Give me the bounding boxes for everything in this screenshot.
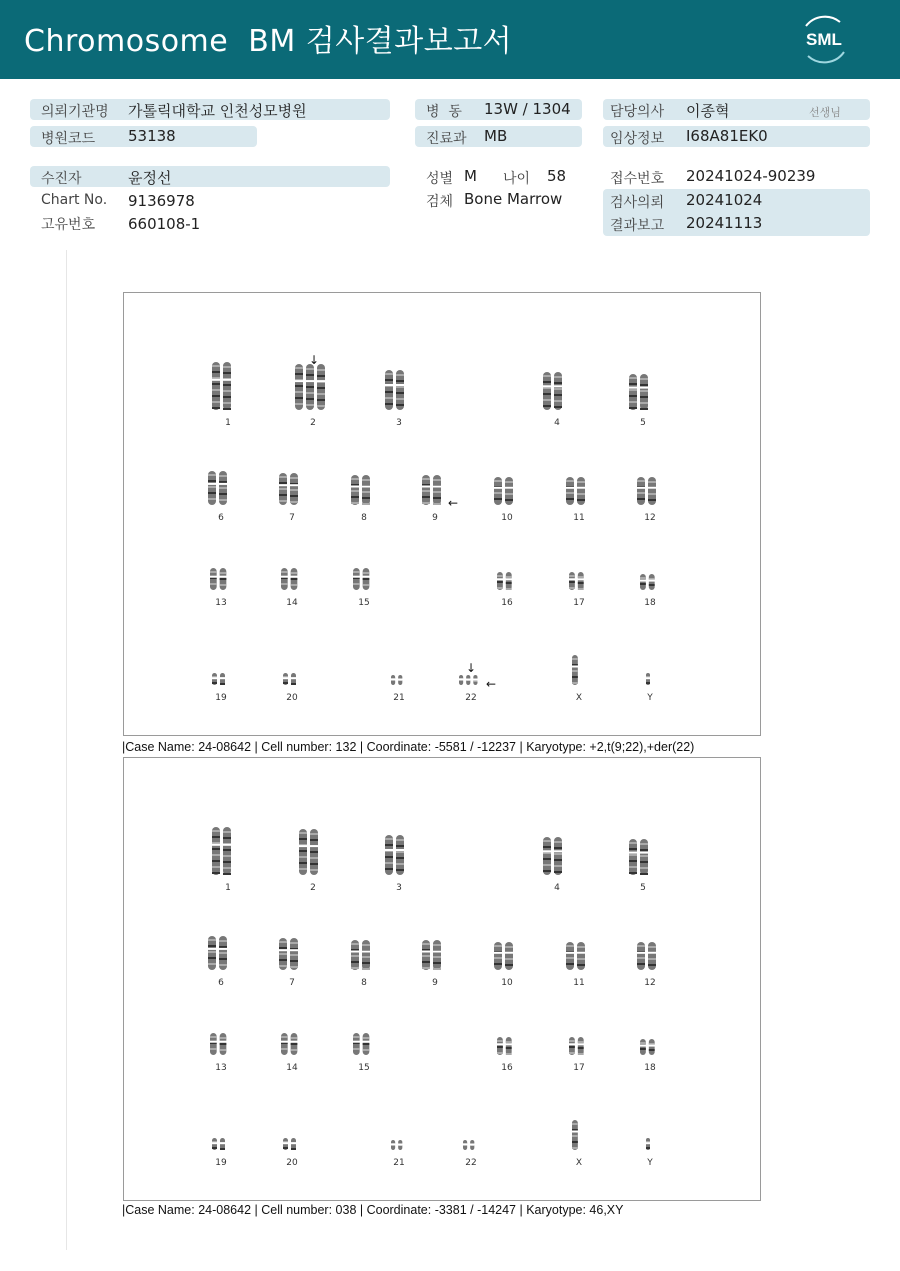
chromosome-label-8: 8 bbox=[361, 978, 367, 988]
chromosome-pair bbox=[491, 942, 524, 970]
karyotype-caption-1: |Case Name: 24-08642 | Cell number: 132 | Coordinate: -5581 / -12237 | Karyotype: +2,t(9;22),+der(22) bbox=[122, 740, 695, 754]
chromosome-pair bbox=[643, 1138, 657, 1150]
chromosome-label-20: 20 bbox=[286, 693, 298, 703]
chromosome-label-22: 22 bbox=[465, 1158, 477, 1168]
chromosome-pair bbox=[207, 1033, 236, 1055]
patient-row bbox=[30, 166, 390, 187]
chromosome-pair bbox=[278, 568, 307, 590]
chromosome-pair bbox=[540, 372, 575, 410]
chromosome-pair bbox=[207, 568, 236, 590]
chromosome-label-5: 5 bbox=[640, 418, 646, 428]
chromosome-pair bbox=[569, 655, 589, 685]
chromosome-label-19: 19 bbox=[215, 693, 227, 703]
chromosome-pair bbox=[637, 574, 664, 590]
chromosome-pair bbox=[494, 572, 521, 590]
chromosome-label-18: 18 bbox=[644, 1063, 656, 1073]
request-label: 검사의뢰 bbox=[610, 195, 665, 211]
chromosome-label-21: 21 bbox=[393, 1158, 405, 1168]
chromosome-label-15: 15 bbox=[358, 1063, 370, 1073]
chromosome-pair bbox=[643, 673, 657, 685]
chromosome-label-2: 2 bbox=[310, 418, 316, 428]
karyotype-panel-1 bbox=[123, 292, 761, 736]
left-arrow-icon: ← bbox=[486, 677, 497, 691]
report-value: 20241113 bbox=[686, 214, 763, 232]
chromosome-label-16: 16 bbox=[501, 598, 513, 608]
chromosome-label-Y: Y bbox=[647, 693, 653, 703]
chromosome-label-X: X bbox=[575, 693, 583, 703]
margin-line bbox=[66, 250, 67, 1250]
dept-label: 진료과 bbox=[426, 131, 467, 147]
chromosome-pair bbox=[563, 477, 596, 505]
chromosome-pair bbox=[563, 942, 596, 970]
receipt-value: 20241024-90239 bbox=[686, 167, 816, 185]
chromosome-label-21: 21 bbox=[393, 693, 405, 703]
patient-label: 수진자 bbox=[41, 171, 82, 187]
chromosome-label-19: 19 bbox=[215, 1158, 227, 1168]
chromosome-label-3: 3 bbox=[396, 418, 402, 428]
age-value: 58 bbox=[547, 167, 567, 185]
left-arrow-icon: ← bbox=[448, 496, 459, 510]
receipt-label: 접수번호 bbox=[610, 171, 665, 187]
chromosome-pair bbox=[626, 839, 661, 875]
chromosome-label-X: X bbox=[575, 1158, 583, 1168]
chromosome-label-22: 22 bbox=[465, 693, 477, 703]
age-label: 나이 bbox=[503, 171, 531, 187]
chromosome-label-7: 7 bbox=[289, 513, 295, 523]
chromosome-pair bbox=[209, 673, 234, 685]
clinical-label: 임상정보 bbox=[610, 131, 665, 147]
sex-value: M bbox=[464, 167, 477, 185]
chromosome-label-10: 10 bbox=[501, 513, 513, 523]
chromosome-pair bbox=[348, 940, 381, 970]
chromosome-pair bbox=[634, 942, 667, 970]
report-label: 결과보고 bbox=[610, 218, 665, 234]
chart-label: Chart No. bbox=[41, 192, 108, 208]
chart-value: 9136978 bbox=[128, 192, 195, 210]
chromosome-label-3: 3 bbox=[396, 883, 402, 893]
chromosome-pair bbox=[292, 364, 334, 410]
chromosome-pair bbox=[280, 673, 305, 685]
chromosome-label-14: 14 bbox=[286, 1063, 298, 1073]
ward-value: 13W / 1304 bbox=[484, 100, 571, 118]
chromosome-pair bbox=[456, 675, 486, 685]
clinical-value: I68A81EK0 bbox=[686, 127, 768, 145]
chromosome-pair bbox=[388, 675, 411, 685]
chromosome-label-11: 11 bbox=[573, 978, 585, 988]
chromosome-label-7: 7 bbox=[289, 978, 295, 988]
doctor-suffix: 선생님 bbox=[809, 106, 841, 119]
hospital-code-label: 병원코드 bbox=[41, 131, 96, 147]
chromosome-label-11: 11 bbox=[573, 513, 585, 523]
chromosome-label-6: 6 bbox=[218, 978, 224, 988]
chromosome-pair bbox=[205, 936, 238, 970]
chromosome-pair bbox=[569, 1120, 589, 1150]
chromosome-pair bbox=[637, 1039, 664, 1055]
chromosome-label-1: 1 bbox=[225, 883, 231, 893]
chromosome-pair bbox=[280, 1138, 305, 1150]
specimen-value: Bone Marrow bbox=[464, 190, 563, 208]
request-value: 20241024 bbox=[686, 191, 763, 209]
chromosome-label-13: 13 bbox=[215, 598, 227, 608]
chromosome-label-5: 5 bbox=[640, 883, 646, 893]
chromosome-pair bbox=[634, 477, 667, 505]
unique-value: 660108-1 bbox=[128, 215, 201, 233]
chromosome-pair bbox=[419, 940, 452, 970]
dept-value: MB bbox=[484, 127, 508, 145]
chromosome-pair bbox=[276, 938, 309, 970]
unique-label: 고유번호 bbox=[41, 217, 96, 233]
chromosome-label-9: 9 bbox=[432, 978, 438, 988]
down-arrow-icon: ↓ bbox=[309, 353, 320, 367]
chromosome-pair bbox=[566, 572, 593, 590]
chromosome-label-6: 6 bbox=[218, 513, 224, 523]
chromosome-pair bbox=[350, 1033, 379, 1055]
report-header bbox=[0, 0, 900, 79]
chromosome-pair bbox=[348, 475, 381, 505]
hospital-code-value: 53138 bbox=[128, 127, 176, 145]
chromosome-label-18: 18 bbox=[644, 598, 656, 608]
chromosome-pair bbox=[350, 568, 379, 590]
report-title: Chromosome BM 검사결과보고서 bbox=[24, 24, 513, 59]
chromosome-label-13: 13 bbox=[215, 1063, 227, 1073]
karyotype-caption-2: |Case Name: 24-08642 | Cell number: 038 | Coordinate: -3381 / -14247 | Karyotype: 46,XY bbox=[122, 1203, 624, 1217]
chromosome-label-16: 16 bbox=[501, 1063, 513, 1073]
chromosome-pair bbox=[460, 1140, 483, 1150]
doctor-label: 담당의사 bbox=[610, 104, 665, 120]
sml-logo bbox=[796, 12, 852, 66]
chromosome-pair bbox=[491, 477, 524, 505]
chromosome-pair bbox=[494, 1037, 521, 1055]
doctor-value: 이종혁 bbox=[686, 102, 730, 120]
chromosome-label-17: 17 bbox=[573, 598, 585, 608]
chromosome-label-4: 4 bbox=[554, 883, 560, 893]
chromosome-pair bbox=[626, 374, 661, 410]
chromosome-label-4: 4 bbox=[554, 418, 560, 428]
chromosome-pair bbox=[278, 1033, 307, 1055]
chromosome-pair bbox=[382, 370, 417, 410]
chromosome-label-15: 15 bbox=[358, 598, 370, 608]
chromosome-label-1: 1 bbox=[225, 418, 231, 428]
chromosome-pair bbox=[296, 829, 331, 875]
chromosome-label-2: 2 bbox=[310, 883, 316, 893]
requester-label: 의뢰기관명 bbox=[41, 104, 109, 120]
sex-label: 성별 bbox=[426, 171, 454, 187]
chromosome-label-12: 12 bbox=[644, 513, 656, 523]
chromosome-label-12: 12 bbox=[644, 978, 656, 988]
chromosome-label-20: 20 bbox=[286, 1158, 298, 1168]
specimen-label: 검체 bbox=[426, 194, 454, 210]
chromosome-pair bbox=[209, 827, 248, 875]
chromosome-pair bbox=[209, 362, 248, 410]
chromosome-label-14: 14 bbox=[286, 598, 298, 608]
patient-value: 윤정선 bbox=[128, 169, 172, 187]
chromosome-pair bbox=[382, 835, 417, 875]
requester-value: 가톨릭대학교 인천성모병원 bbox=[128, 102, 307, 120]
chromosome-pair bbox=[209, 1138, 234, 1150]
chromosome-pair bbox=[540, 837, 575, 875]
down-arrow-icon: ↓ bbox=[466, 661, 477, 675]
chromosome-label-Y: Y bbox=[647, 1158, 653, 1168]
chromosome-pair bbox=[276, 473, 309, 505]
chromosome-label-10: 10 bbox=[501, 978, 513, 988]
chromosome-label-17: 17 bbox=[573, 1063, 585, 1073]
chromosome-pair bbox=[205, 471, 238, 505]
ward-label: 병 동 bbox=[426, 104, 462, 120]
chromosome-pair bbox=[419, 475, 452, 505]
logo-text: SML bbox=[806, 30, 842, 49]
chromosome-pair bbox=[566, 1037, 593, 1055]
karyotype-panel-2 bbox=[123, 757, 761, 1201]
chromosome-label-8: 8 bbox=[361, 513, 367, 523]
chromosome-label-9: 9 bbox=[432, 513, 438, 523]
chromosome-pair bbox=[388, 1140, 411, 1150]
